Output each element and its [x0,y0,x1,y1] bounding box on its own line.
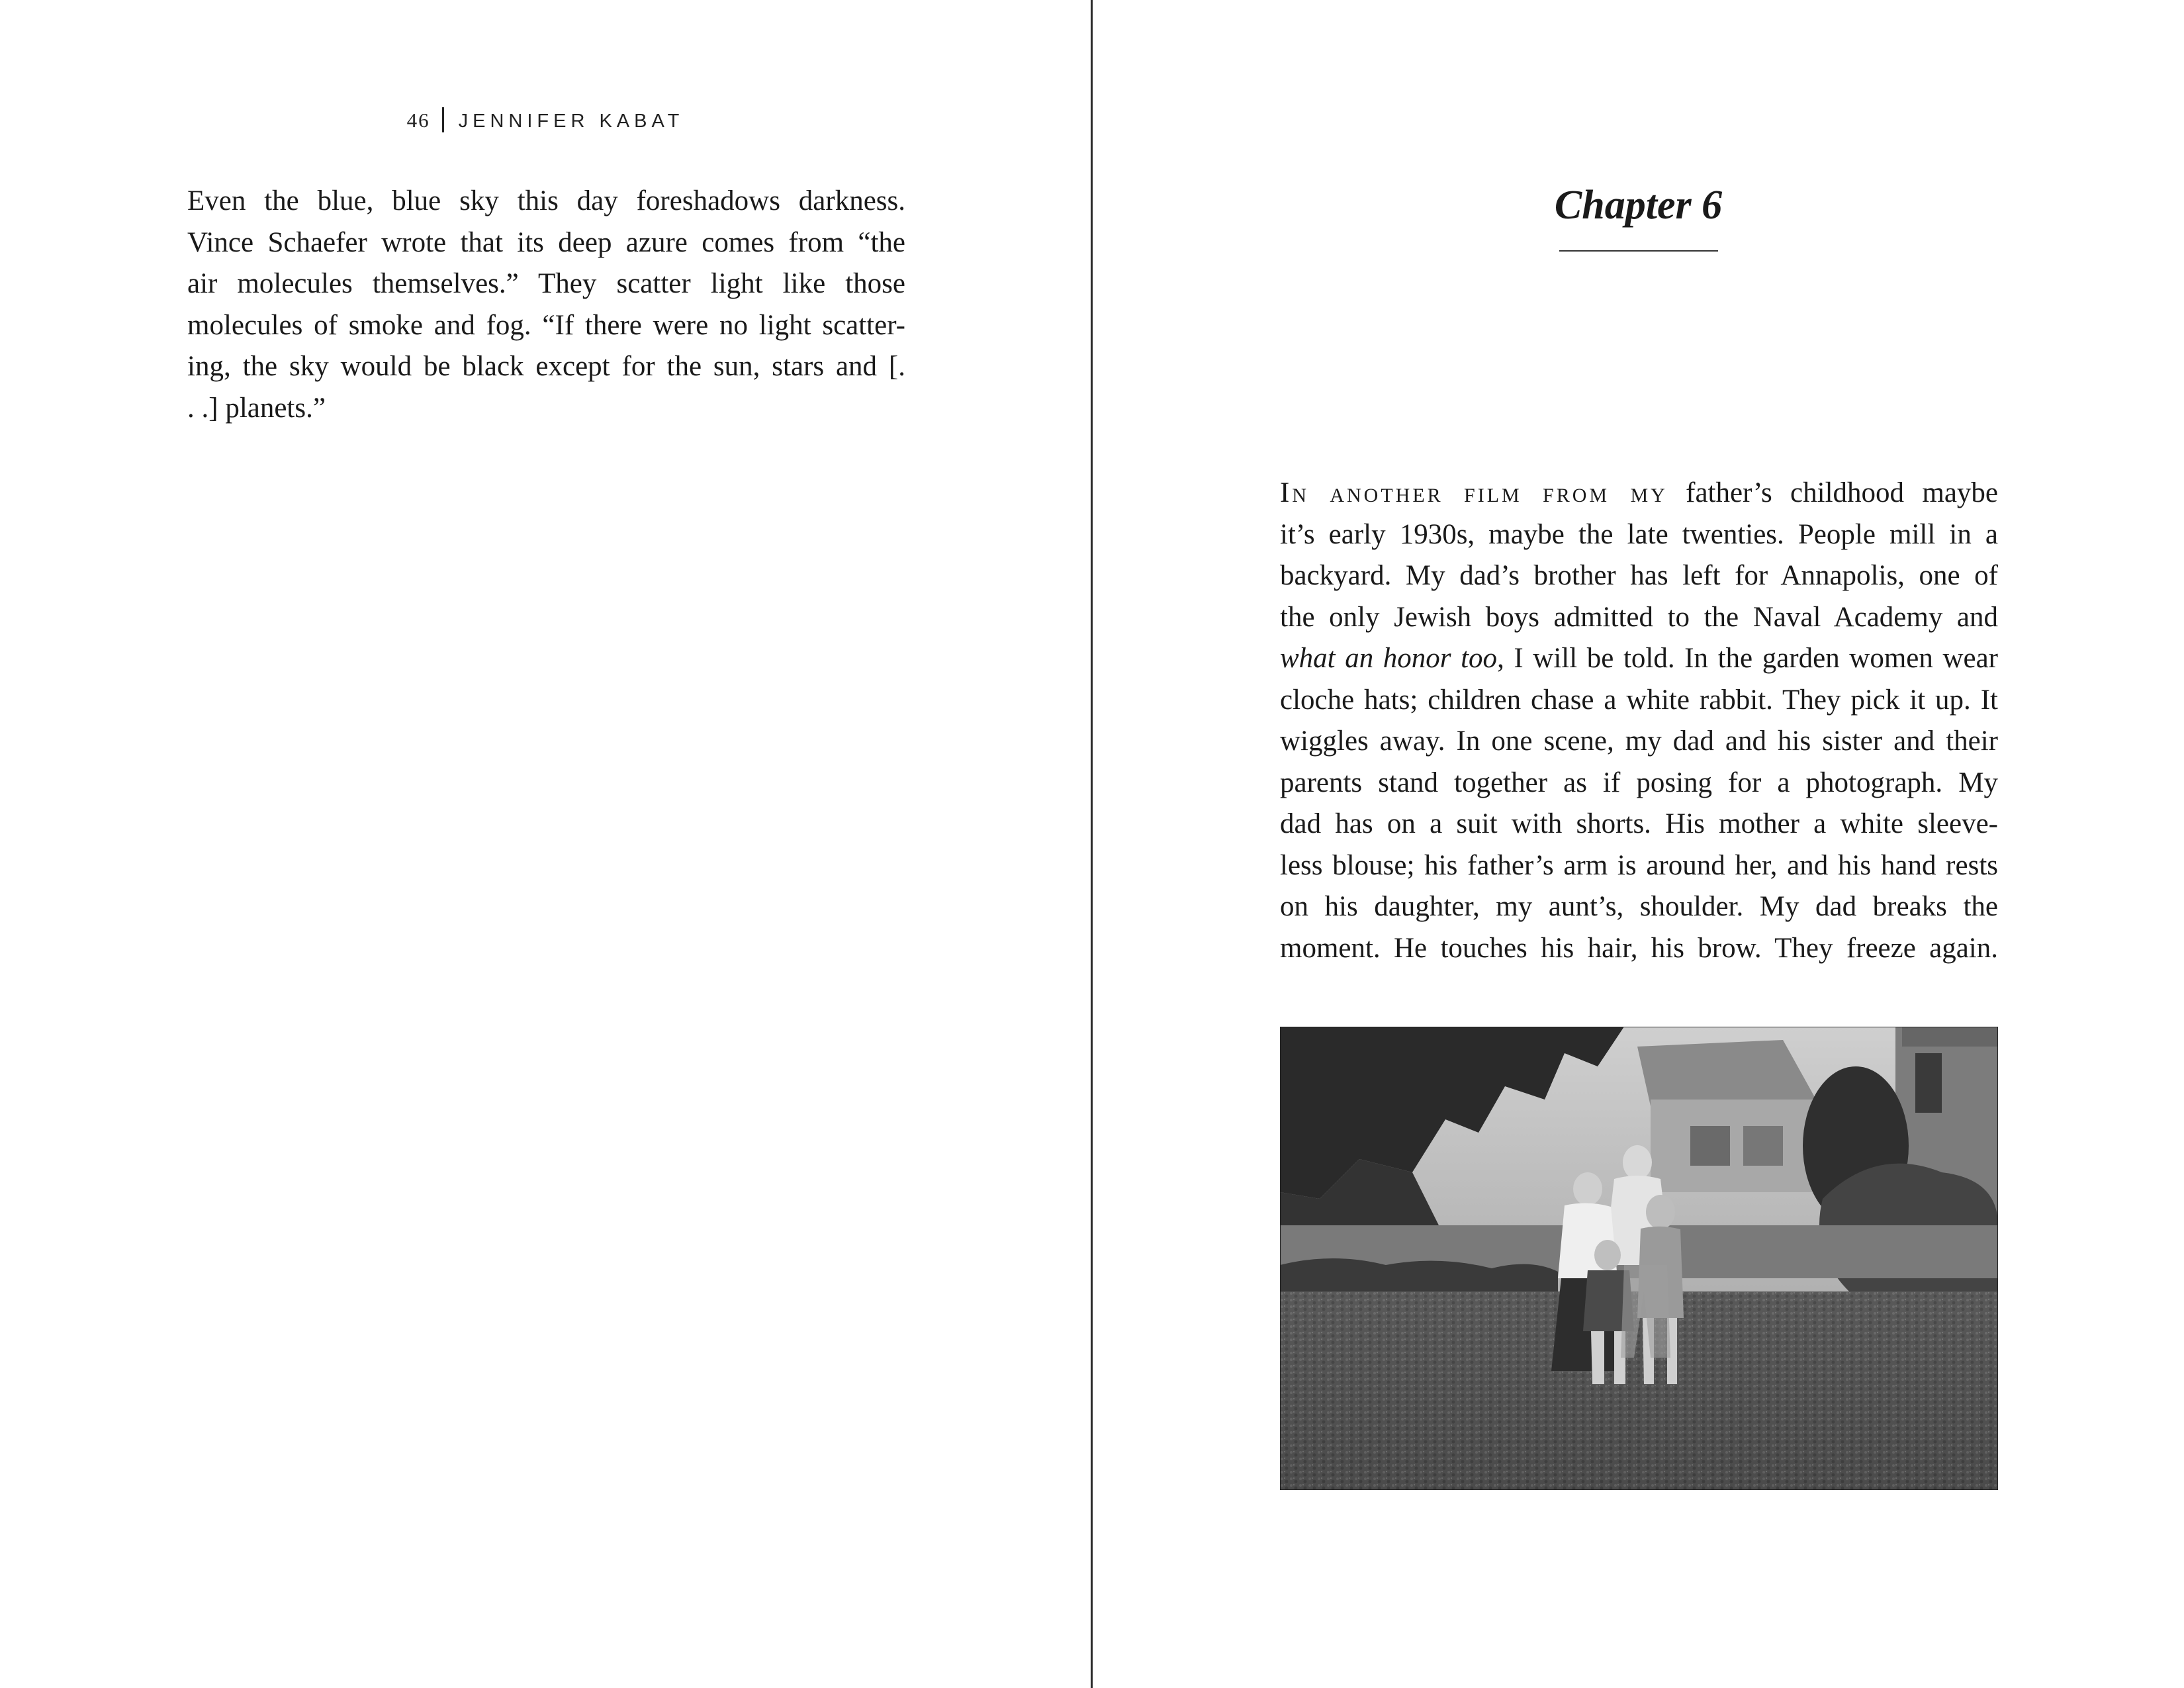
text-line: cloche hats; children chase a white rabbit. They pick it up. It [1280,684,1998,716]
text-fragment: , I will be told. In the garden women wear [1497,643,1998,674]
right-page [1093,0,2184,1688]
text-line: parents stand together as if posing for a photograph. My [1280,767,1998,798]
text-line: molecules of smoke and fog. “If there were no light scatter- [187,309,905,341]
text-line: the only Jewish boys admitted to the Naval Academy and [1280,601,1998,633]
chapter-paragraph [1280,473,1998,969]
text-line: Vince Schaefer wrote that its deep azure comes from “the [187,226,905,258]
text-line-with-italic [1280,638,1998,680]
text-line: it’s early 1930s, maybe the late twenties. People mill in a [1280,518,1998,550]
family-photo-image [1280,1027,1998,1490]
opening-smallcaps: In another film from my [1280,477,1668,508]
text-line: less blouse; his father’s arm is around her, and his hand rests [1280,849,1998,881]
chapter-title-rule [1559,250,1718,252]
text-fragment: father’s childhood maybe [1667,477,1998,508]
text-line: dad has on a suit with shorts. His mother a white sleeve- [1280,808,1998,839]
text-line: ing, the sky would be black except for the sun, stars and [. [187,351,905,382]
running-head-separator [442,107,444,132]
left-paragraph [187,181,905,429]
italic-phrase: what an honor too [1280,643,1498,674]
text-line-opening [1280,473,1998,514]
author-name: JENNIFER KABAT [458,111,684,132]
text-line: Even the blue, blue sky this day foreshadows darkness. [187,185,905,216]
text-line: wiggles away. In one scene, my dad and his sister and their [1280,726,1998,757]
text-line: backyard. My dad’s brother has left for Annapolis, one of [1280,560,1998,591]
text-line: . .] planets.” [187,392,326,424]
chapter-title: Chapter 6 [1554,183,1723,228]
left-page [0,0,1091,1688]
text-line: on his daughter, my aunt’s, shoulder. My dad breaks the [1280,891,1998,922]
page-number: 46 [406,109,430,132]
text-line: air molecules themselves.” They scatter light like those [187,268,905,299]
text-line: moment. He touches his hair, his brow. They freeze again. [1280,932,1998,964]
running-head [0,106,1091,136]
